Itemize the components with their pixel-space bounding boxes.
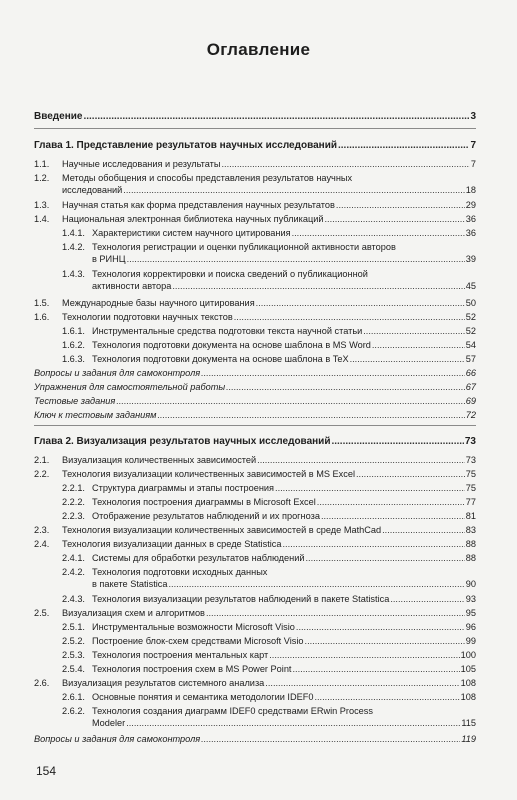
- toc-entry-text-line: Технология регистрации и оценки публикационной активности авторов: [92, 242, 396, 252]
- toc-entry-number: 2.4.: [34, 539, 50, 549]
- toc-entry-page: 69: [465, 396, 476, 406]
- toc-entry-text: Отображение результатов наблюдений и их прогноза: [92, 511, 320, 521]
- toc-entry: [62, 663, 476, 675]
- toc-entry-page: 88: [465, 539, 476, 549]
- toc-entry-number: 2.1.: [34, 455, 50, 465]
- toc-entry-page: 90: [465, 579, 476, 589]
- toc-entry-page: 108: [460, 692, 476, 702]
- toc-entry-text-line: Технология подготовки исходных данных: [92, 567, 268, 577]
- toc-entry-text: Основные понятия и семантика методологии IDEF0: [92, 692, 314, 702]
- toc-entry-text: Технология построения схем в MS Power Point: [92, 664, 292, 674]
- toc-entry-text-line: Технология корректировки и поиска сведений о публикационной: [92, 269, 368, 279]
- toc-entry-number: 1.4.3.: [62, 269, 85, 279]
- toc-entry-text: Технология подготовки документа на основе шаблона в TeX: [92, 354, 349, 364]
- toc-entry-number: 2.5.4.: [62, 664, 85, 674]
- toc-entry-page: 77: [465, 497, 476, 507]
- toc-entry-page: 29: [465, 200, 476, 210]
- toc-entry-text: Введение: [34, 111, 83, 122]
- toc-entry-page: 105: [460, 664, 476, 674]
- toc-entry-page: 93: [465, 594, 476, 604]
- toc-entry-number: 1.4.1.: [62, 228, 85, 238]
- toc-entry-text: исследований: [62, 185, 123, 195]
- toc-entry: [62, 649, 476, 661]
- toc-entry-number: 1.3.: [34, 200, 50, 210]
- toc-entry-page: 99: [465, 636, 476, 646]
- toc-entry-text: Технологии подготовки научных текстов: [62, 312, 233, 322]
- toc-entry-text: в пакете Statistica: [92, 579, 168, 589]
- toc-entry-text-line: Методы обобщения и способы представления результатов научных: [62, 173, 353, 183]
- toc-entry-text: Научные исследования и результаты: [62, 159, 221, 169]
- toc-entry: [62, 552, 476, 564]
- toc-entry-page: 36: [465, 228, 476, 238]
- toc-entry-page: 7: [470, 140, 476, 151]
- toc-entry-text: Технология визуализации количественных зависимостей в среде MathCad: [62, 525, 382, 535]
- toc-entry-page: 54: [465, 340, 476, 350]
- toc-entry-number: 2.4.3.: [62, 594, 85, 604]
- toc-entry-number: 1.6.3.: [62, 354, 85, 364]
- toc-entry-page: 88: [465, 553, 476, 563]
- toc-entry-page: 100: [460, 650, 476, 660]
- toc-entry-text: Ключ к тестовым заданиям: [34, 410, 157, 420]
- toc-entry-text: Технология подготовки документа на основе шаблона в MS Word: [92, 340, 371, 350]
- toc-entry: [34, 607, 476, 619]
- toc-entry: [62, 241, 476, 265]
- toc-entry-page: 115: [461, 718, 476, 728]
- toc-entry-text: Визуализация схем и алгоритмов: [62, 608, 205, 618]
- toc-entry-page: 36: [465, 214, 476, 224]
- toc-entry-page: 50: [465, 298, 476, 308]
- toc-entry: [34, 381, 476, 393]
- toc-entry-text: Международные базы научного цитирования: [62, 298, 255, 308]
- toc-entry-number: 1.4.: [34, 214, 50, 224]
- toc-entry-number: 2.5.2.: [62, 636, 85, 646]
- toc-entry-page: 75: [465, 469, 476, 479]
- toc-entry-text-line: Технология создания диаграмм IDEF0 средствами ERwin Process: [92, 706, 373, 716]
- toc-entry-text: Инструментальные возможности Microsoft Visio: [92, 622, 295, 632]
- toc-entry-page: 81: [465, 511, 476, 521]
- toc-entry: [62, 621, 476, 633]
- toc-entry-number: 2.2.1.: [62, 483, 85, 493]
- toc-entry-text: Упражнения для самостоятельной работы: [34, 382, 226, 392]
- toc-entry-text: Структура диаграммы и этапы построения: [92, 483, 275, 493]
- toc-entry: [34, 733, 476, 745]
- toc-entry-page: 83: [465, 525, 476, 535]
- toc-entry: [62, 635, 476, 647]
- toc-entry: [62, 268, 476, 292]
- toc-entry-text: Инструментальные средства подготовки текста научной статьи: [92, 326, 363, 336]
- toc-entry-page: 18: [465, 185, 476, 195]
- toc-entry-page: 73: [464, 436, 476, 447]
- toc-entry: [62, 339, 476, 351]
- toc-entry-text: активности автора: [92, 281, 172, 291]
- toc-entry-page: 3: [470, 111, 476, 122]
- toc-title: Оглавление: [206, 40, 311, 59]
- toc-entry-number: 1.5.: [34, 298, 50, 308]
- toc-entry-number: 2.5.: [34, 608, 50, 618]
- toc-entry-number: 2.6.: [34, 678, 50, 688]
- toc-entry: [34, 213, 476, 225]
- toc-entry-text: Технология визуализации количественных зависимостей в MS Excel: [62, 469, 355, 479]
- toc-entry-text: Технология построения ментальных карт: [92, 650, 269, 660]
- toc-entry-text: Глава 2. Визуализация результатов научных исследований: [34, 436, 331, 447]
- toc-entry-number: 2.4.2.: [62, 567, 85, 577]
- toc-entry-number: 2.5.3.: [62, 650, 85, 660]
- toc-entry-page: 119: [461, 734, 476, 744]
- toc-entry: [62, 482, 476, 494]
- toc-entry-page: 57: [465, 354, 476, 364]
- toc-entry: [62, 691, 476, 703]
- toc-entry-text: Вопросы и задания для самоконтроля: [34, 734, 201, 744]
- toc-entry-number: 2.6.2.: [62, 706, 85, 716]
- toc-entry-page: 7: [470, 159, 476, 169]
- toc-chapter-1: [34, 140, 476, 152]
- toc-entry-number: 1.2.: [34, 173, 50, 183]
- section-divider: [34, 425, 476, 426]
- toc-entry-number: 2.3.: [34, 525, 50, 535]
- section-divider: [34, 128, 476, 129]
- toc-entry-text: Технология визуализации результатов наблюдений в пакете Statistica: [92, 594, 390, 604]
- toc-entry: [34, 367, 476, 379]
- toc-entry-number: 1.1.: [34, 159, 50, 169]
- toc-entry-page: 45: [465, 281, 476, 291]
- toc-entry-text: Modeler: [92, 718, 126, 728]
- toc-entry-text: Национальная электронная библиотека научных публикаций: [62, 214, 324, 224]
- toc-entry-page: 96: [465, 622, 476, 632]
- toc-entry: [62, 325, 476, 337]
- toc-entry-text: в РИНЦ: [92, 254, 126, 264]
- toc-entry: [34, 524, 476, 536]
- toc-entry: [62, 227, 476, 239]
- toc-entry-text: Научная статья как форма представления научных результатов: [62, 200, 335, 210]
- toc-entry: [34, 409, 476, 421]
- toc-entry: [62, 705, 476, 729]
- toc-entry-number: 2.2.: [34, 469, 50, 479]
- toc-entry-number: 1.6.2.: [62, 340, 85, 350]
- toc-entry: [62, 593, 476, 605]
- toc-entry-text: Технология визуализации данных в среде Statistica: [62, 539, 282, 549]
- toc-entry-number: 1.4.2.: [62, 242, 85, 252]
- toc-entry-page: 67: [465, 382, 476, 392]
- toc-entry: [62, 496, 476, 508]
- toc-entry: [62, 510, 476, 522]
- toc-entry-number: 1.6.: [34, 312, 50, 322]
- toc-entry: [34, 311, 476, 323]
- toc-entry-number: 2.2.3.: [62, 511, 85, 521]
- toc-entry-text: Визуализация результатов системного анализа: [62, 678, 265, 688]
- toc-entry-text: Технология построения диаграммы в Microsoft Excel: [92, 497, 316, 507]
- toc-entry-text: Вопросы и задания для самоконтроля: [34, 368, 201, 378]
- toc-entry-text: Визуализация количественных зависимостей: [62, 455, 257, 465]
- toc-entry: [34, 454, 476, 466]
- toc-entry: [34, 297, 476, 309]
- toc-entry-text: Тестовые задания: [34, 396, 116, 406]
- toc-entry-page: 75: [465, 483, 476, 493]
- toc-entry-number: 1.6.1.: [62, 326, 85, 336]
- toc-entry-page: 108: [460, 678, 476, 688]
- toc-entry: [34, 158, 476, 170]
- toc-entry-page: 95: [465, 608, 476, 618]
- toc-entry-page: 73: [465, 455, 476, 465]
- toc-entry-intro: [34, 111, 476, 123]
- toc-entry-page: 52: [465, 312, 476, 322]
- toc-entry-number: 2.4.1.: [62, 553, 85, 563]
- toc-entry-page: 52: [465, 326, 476, 336]
- toc-entry: [34, 172, 476, 196]
- toc-entry-number: 2.2.2.: [62, 497, 85, 507]
- toc-entry: [62, 566, 476, 590]
- toc-entry: [34, 538, 476, 550]
- toc-entry: [62, 353, 476, 365]
- toc-entry: [34, 677, 476, 689]
- toc-chapter-2: [34, 436, 476, 448]
- toc-entry: [34, 199, 476, 211]
- toc-entry-text: Системы для обработки результатов наблюдений: [92, 553, 305, 563]
- toc-entry: [34, 468, 476, 480]
- toc-entry: [34, 395, 476, 407]
- toc-entry-page: 39: [465, 254, 476, 264]
- toc-entry-number: 2.6.1.: [62, 692, 85, 702]
- page-number: 154: [36, 764, 57, 778]
- toc-entry-page: 66: [465, 368, 476, 378]
- toc-entry-text: Характеристики систем научного цитирования: [92, 228, 291, 238]
- toc-entry-text: Построение блок-схем средствами Microsoft Visio: [92, 636, 304, 646]
- toc-entry-text: Глава 1. Представление результатов научных исследований: [34, 140, 337, 151]
- toc-entry-page: 72: [465, 410, 476, 420]
- toc-entry-number: 2.5.1.: [62, 622, 85, 632]
